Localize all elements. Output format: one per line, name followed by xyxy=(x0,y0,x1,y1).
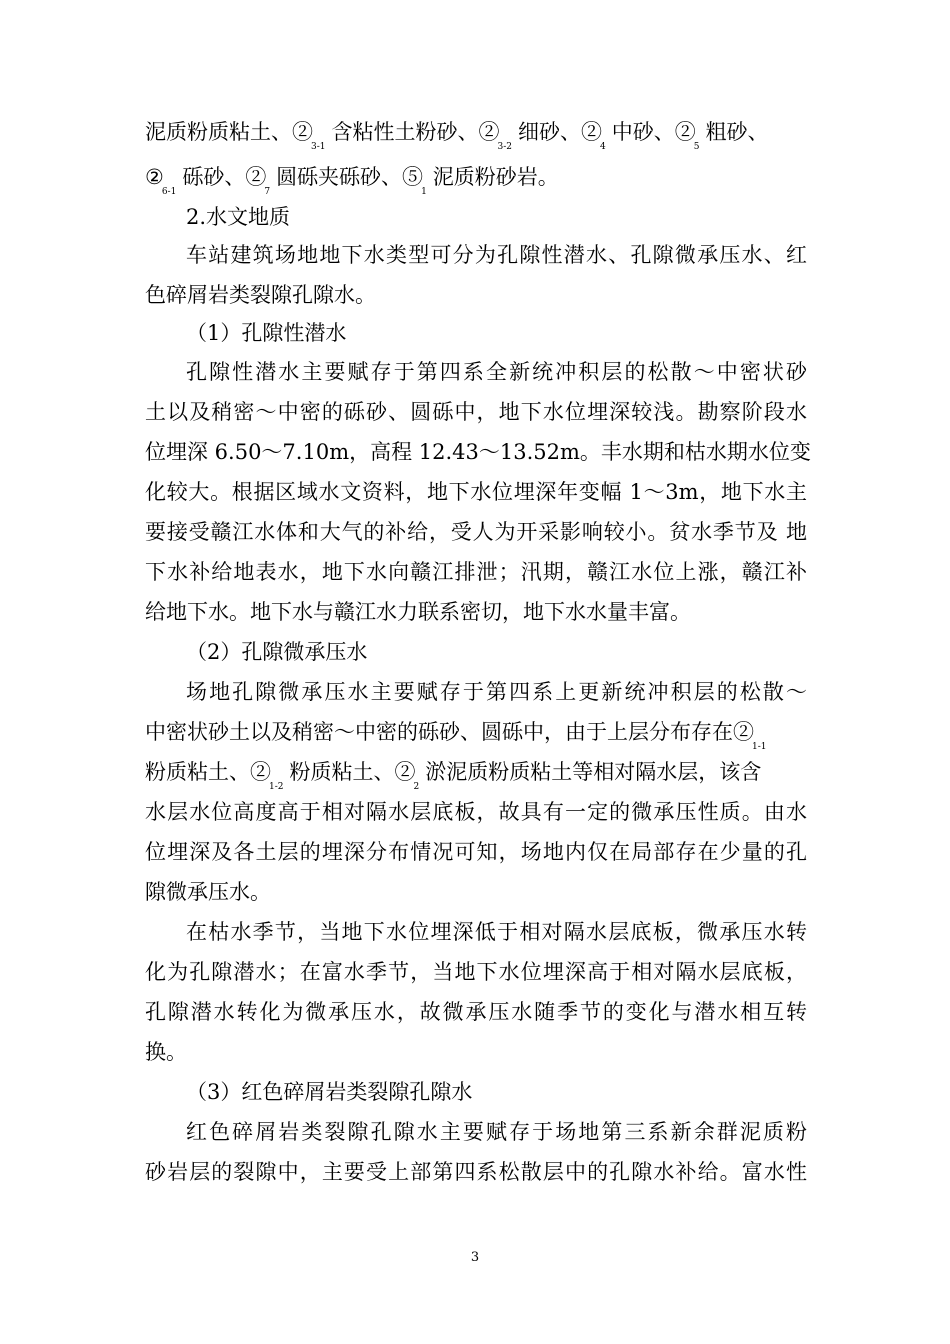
paragraph-line: 在枯水季节，当地下水位埋深低于相对隔水层底板，微承压水转 xyxy=(186,920,807,944)
text-line xyxy=(145,162,559,207)
text-run: ② xyxy=(145,165,164,189)
paragraph-line: 场地孔隙微承压水主要赋存于第四系上更新统冲积层的松散～ xyxy=(186,680,807,704)
subsection-heading: （3）红色碎屑岩类裂隙孔隙水 xyxy=(186,1080,473,1104)
paragraph-line xyxy=(145,717,773,762)
text-run: 细砂、② xyxy=(518,120,602,144)
paragraph-line: 红色碎屑岩类裂隙孔隙水主要赋存于场地第三系新余群泥质粉 xyxy=(186,1120,807,1144)
paragraph-line: 换。 xyxy=(145,1040,187,1064)
paragraph-line: 化为孔隙潜水；在富水季节，当地下水位埋深高于相对隔水层底板， xyxy=(145,960,807,984)
text-run: 中密状砂土以及稍密～中密的砾砂、圆砾中，由于上层分布存在② xyxy=(145,720,754,744)
text-run: 泥质粉砂岩。 xyxy=(432,165,559,189)
subscript: 1-1 xyxy=(752,742,767,752)
subscript: 6-1 xyxy=(161,187,177,197)
subsection-heading: （2）孔隙微承压水 xyxy=(186,640,368,664)
paragraph-line: 给地下水。地下水与赣江水力联系密切，地下水水量丰富。 xyxy=(145,600,691,624)
text-run: 砾砂、② xyxy=(182,165,267,189)
text-run: 含粘性土粉砂、② xyxy=(331,120,500,144)
text-run: 泥质粉质粘土、② xyxy=(145,120,313,144)
subscript: 3-1 xyxy=(311,142,326,152)
paragraph-line: 下水补给地表水，地下水向赣江排泄；汛期，赣江水位上涨，赣江补 xyxy=(145,560,807,584)
subscript: 1 xyxy=(421,187,427,197)
text-run: 粉质粘土、② xyxy=(289,760,416,784)
paragraph-line xyxy=(145,757,761,802)
text-run: 淤泥质粉质粘土等相对隔水层，该含 xyxy=(425,760,762,784)
paragraph-line: 孔隙潜水转化为微承压水，故微承压水随季节的变化与潜水相互转 xyxy=(145,1000,807,1024)
subscript: 5 xyxy=(693,142,700,152)
paragraph-line: 要接受赣江水体和大气的补给，受人为开采影响较小。贫水季节及 地 xyxy=(145,520,807,544)
text-run: 粉质粘土、② xyxy=(145,760,271,784)
paragraph-line: 车站建筑场地地下水类型可分为孔隙性潜水、孔隙微承压水、红 xyxy=(186,243,807,267)
text-run: 中砂、② xyxy=(611,120,696,144)
text-line xyxy=(145,117,768,162)
subsection-heading: （1）孔隙性潜水 xyxy=(186,321,347,345)
section-heading: 2.水文地质 xyxy=(186,205,291,229)
subscript: 2 xyxy=(413,782,420,792)
paragraph-line: 色碎屑岩类裂隙孔隙水。 xyxy=(145,283,376,307)
paragraph-line: 化较大。根据区域水文资料，地下水位埋深年变幅 1～3m，地下水主 xyxy=(145,480,807,504)
text-run: 圆砾夹砾砂、⑤ xyxy=(276,165,424,189)
subscript: 1-2 xyxy=(269,782,284,792)
subscript: 4 xyxy=(600,142,606,152)
paragraph-line: 位埋深及各土层的埋深分布情况可知，场地内仅在局部存在少量的孔 xyxy=(145,840,807,864)
subscript: 3-2 xyxy=(497,142,512,152)
text-run: 粗砂、 xyxy=(705,120,769,144)
subscript: 7 xyxy=(264,187,271,197)
paragraph-line: 土以及稍密～中密的砾砂、圆砾中，地下水位埋深较浅。勘察阶段水 xyxy=(145,400,807,424)
paragraph-line: 水层水位高度高于相对隔水层底板，故具有一定的微承压性质。由水 xyxy=(145,800,807,824)
paragraph-line: 位埋深 6.50～7.10m，高程 12.43～13.52m。丰水期和枯水期水位变 xyxy=(145,440,811,464)
paragraph-line: 孔隙性潜水主要赋存于第四系全新统冲积层的松散～中密状砂 xyxy=(186,360,807,384)
paragraph-line: 砂岩层的裂隙中，主要受上部第四系松散层中的孔隙水补给。富水性 xyxy=(145,1160,807,1184)
page-number: 3 xyxy=(470,1250,480,1265)
paragraph-line: 隙微承压水。 xyxy=(145,880,271,904)
